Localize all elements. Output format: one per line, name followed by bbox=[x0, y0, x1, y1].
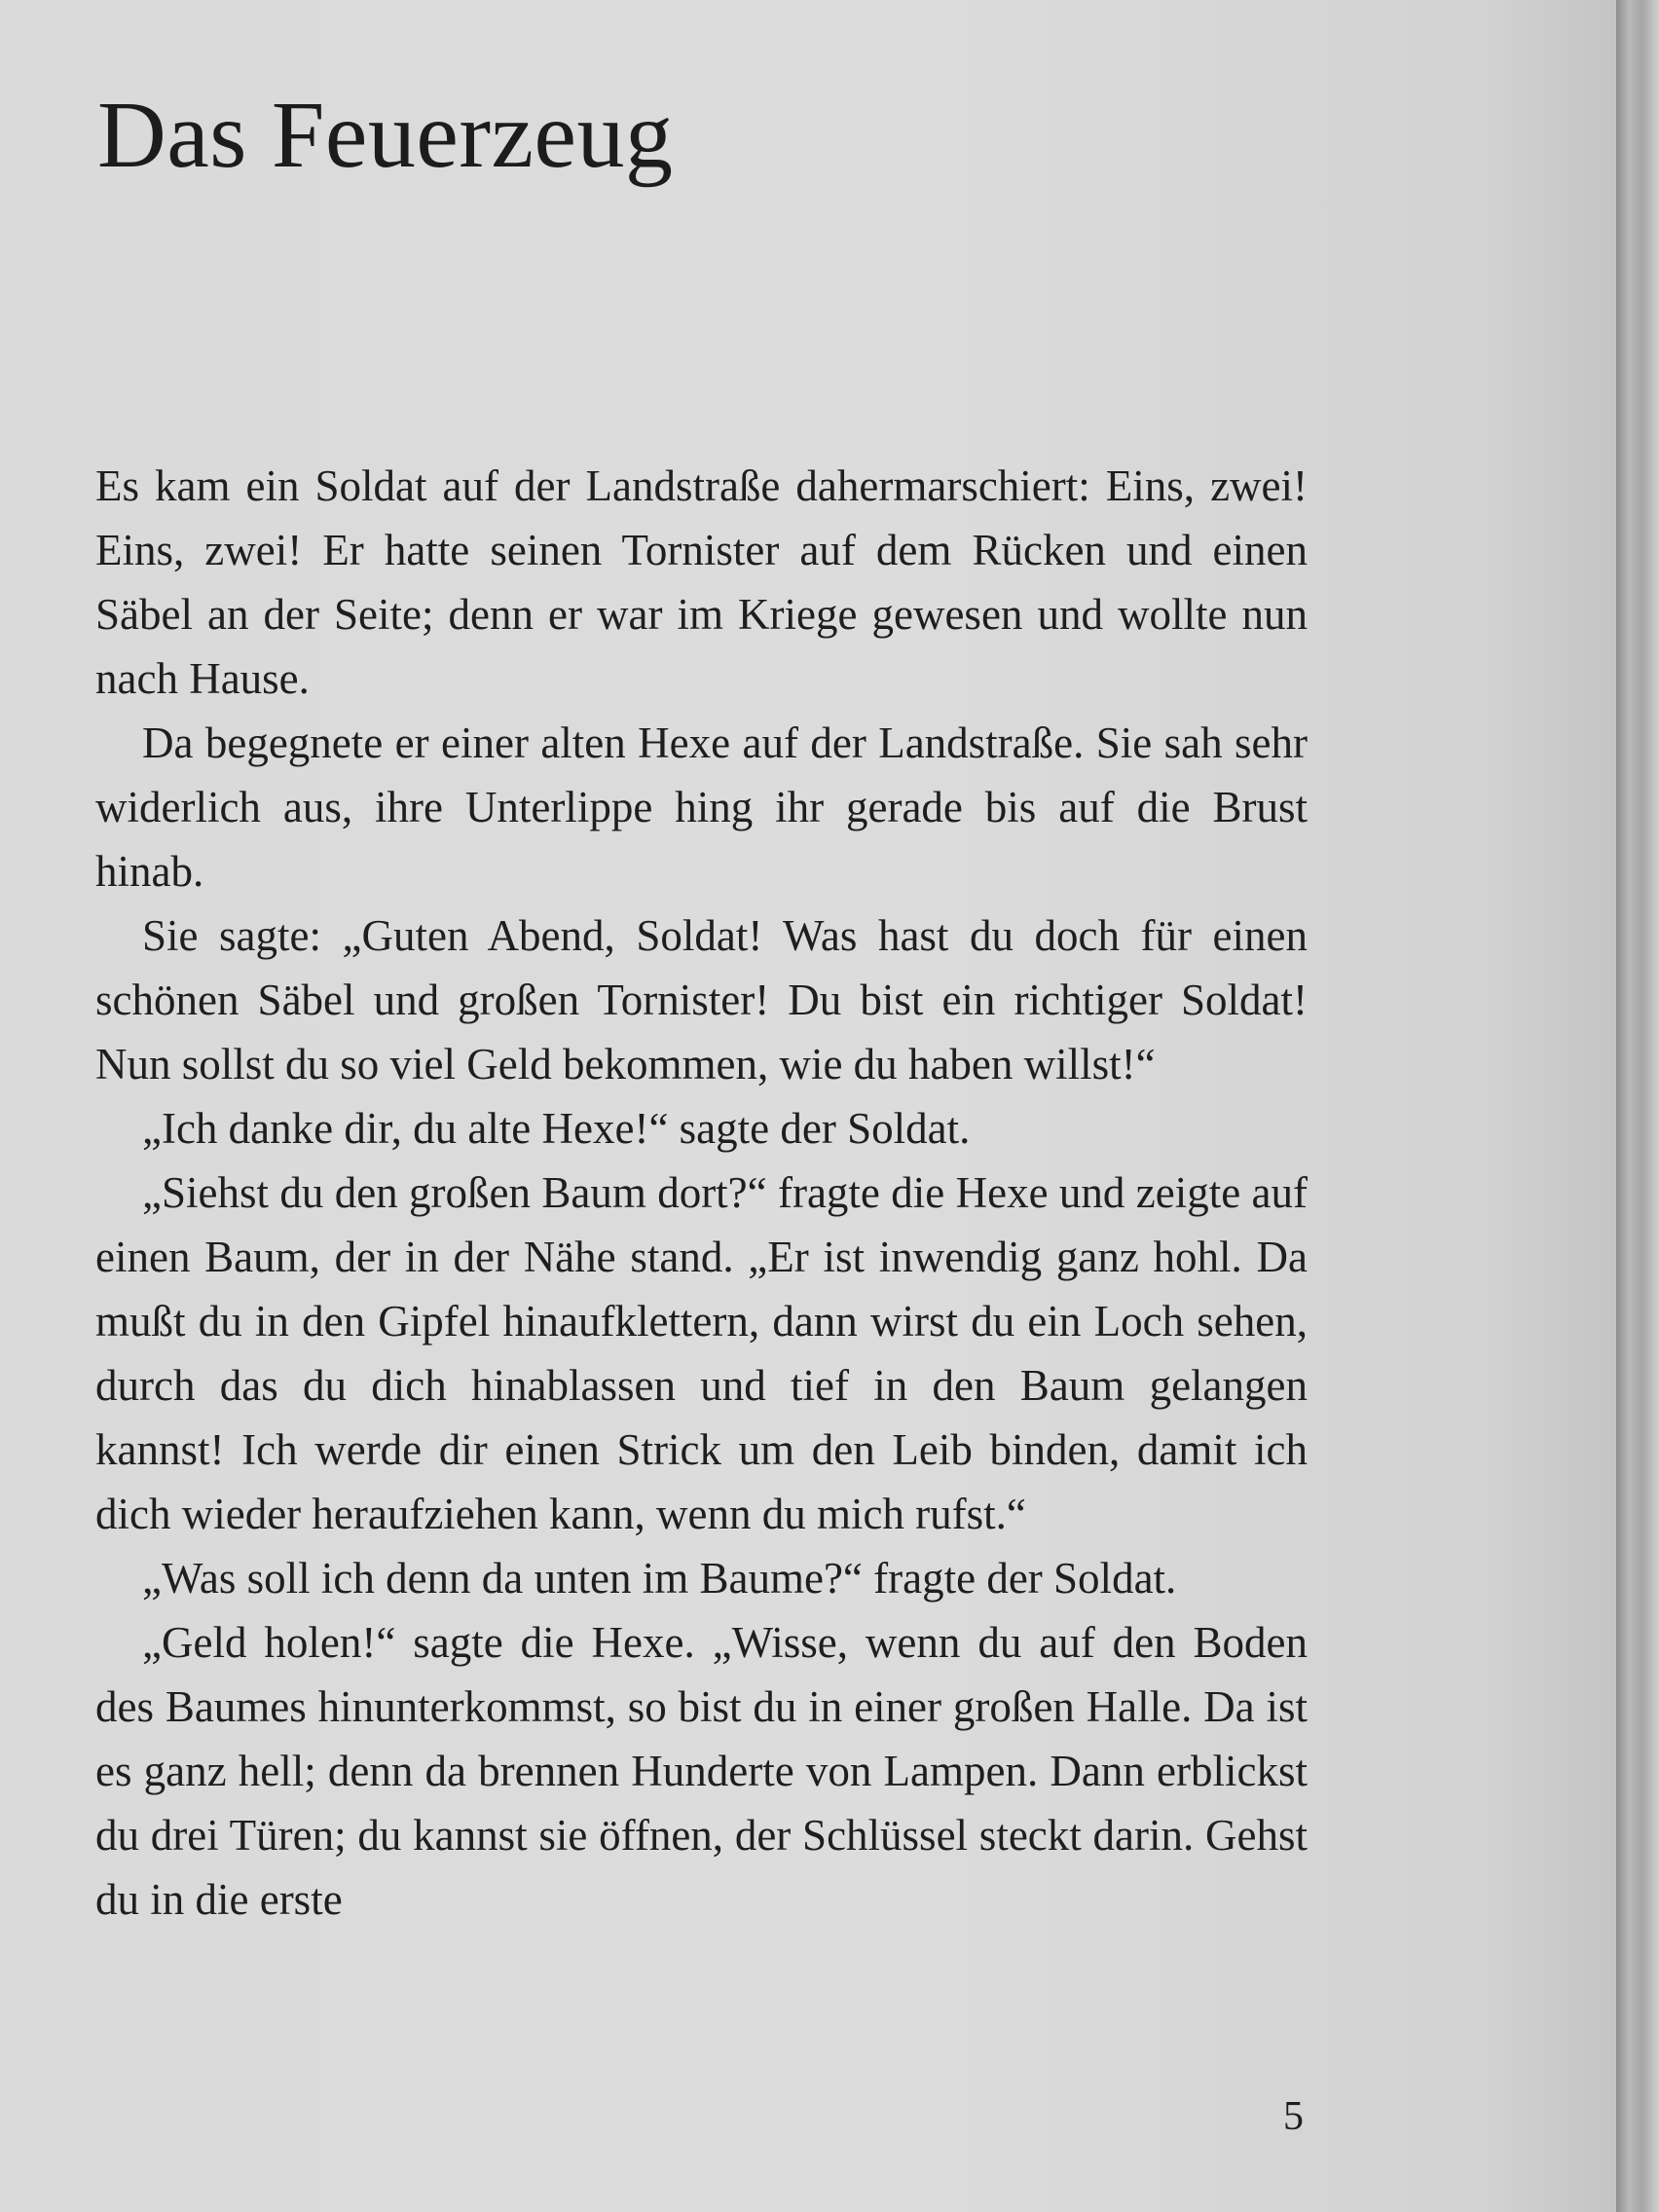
paragraph: Sie sagte: „Guten Abend, Soldat! Was hast du doch für einen schönen Säbel und großen Tornister! Du bist ein richtiger Soldat! Nun sollst du so viel Geld bekommen, wie du haben willst!“ bbox=[95, 911, 1308, 1088]
page-number: 5 bbox=[1283, 2094, 1304, 2139]
paragraph: Es kam ein Soldat auf der Landstraße dahermarschiert: Eins, zwei! Eins, zwei! Er hatte seinen Tornister auf dem Rücken und einen Säbel an der Seite; denn er war im Kriege gewesen und wollte nun nach Hause. bbox=[95, 461, 1308, 703]
paragraph: „Siehst du den großen Baum dort?“ fragte die Hexe und zeigte auf einen Baum, der in der Nähe stand. „Er ist inwendig ganz hohl. Da mußt du in den Gipfel hinaufklettern, dann wirst du ein Loch sehen, durch das du dich hinablassen und tief in den Baum gelangen kannst! Ich werde dir einen Strick um den Leib binden, damit ich dich wieder heraufziehen kann, wenn du mich rufst.“ bbox=[95, 1168, 1308, 1538]
paragraph: Da begegnete er einer alten Hexe auf der Landstraße. Sie sah sehr widerlich aus, ihre Unterlippe hing ihr gerade bis auf die Brust hinab. bbox=[95, 719, 1308, 896]
page-edge bbox=[1616, 0, 1659, 2212]
body-text bbox=[95, 454, 1308, 1932]
paragraph: „Was soll ich denn da unten im Baume?“ fragte der Soldat. bbox=[142, 1554, 1177, 1603]
paragraph: „Geld holen!“ sagte die Hexe. „Wisse, wenn du auf den Boden des Baumes hinunterkommst, so bist du in einer großen Halle. Da ist es ganz hell; denn da brennen Hunderte von Lampen. Dann erblickst du drei Türen; du kannst sie öffnen, der Schlüssel steckt darin. Gehst du in die erste bbox=[95, 1618, 1308, 1924]
paragraph: „Ich danke dir, du alte Hexe!“ sagte der Soldat. bbox=[142, 1104, 971, 1153]
chapter-title: Das Feuerzeug bbox=[97, 83, 674, 188]
